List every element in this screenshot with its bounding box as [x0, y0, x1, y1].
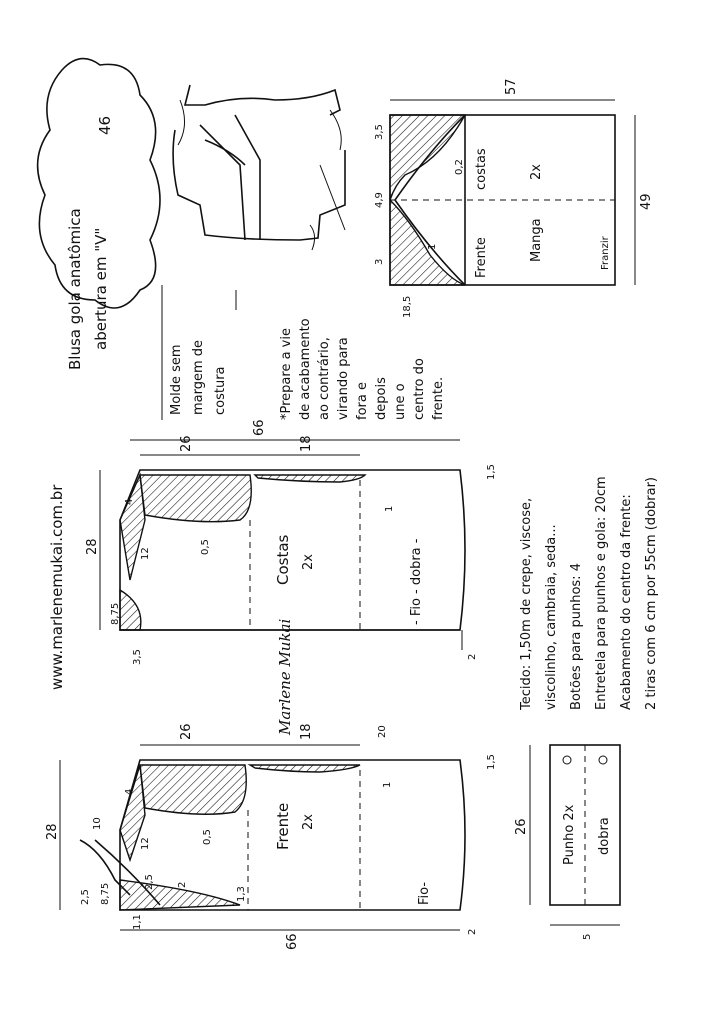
svg-text:66: 66 [252, 419, 267, 436]
svg-text:Frente: Frente [474, 237, 489, 278]
svg-text:2x: 2x [529, 164, 544, 180]
svg-text:Punho 2x: Punho 2x [562, 804, 577, 865]
svg-text:18,5: 18,5 [402, 295, 413, 318]
svg-text:2 tiras com 6 cm por 55cm (dob: 2 tiras com 6 cm por 55cm (dobrar) [644, 477, 659, 710]
fabric-notes [519, 476, 659, 711]
svg-text:1: 1 [427, 243, 438, 250]
svg-text:4: 4 [124, 498, 135, 505]
cuff-pattern [514, 745, 620, 940]
title-line2: abertura em "V" [92, 227, 110, 350]
svg-text:Fio-: Fio- [417, 881, 432, 905]
svg-text:centro do: centro do [412, 358, 427, 420]
svg-text:1,5: 1,5 [486, 754, 497, 770]
svg-text:ao contrário,: ao contrário, [317, 337, 332, 420]
svg-text:Frente: Frente [274, 802, 292, 850]
svg-text:28: 28 [45, 823, 60, 840]
svg-text:1,5: 1,5 [486, 464, 497, 480]
title-size: 46 [96, 115, 114, 135]
svg-text:viscolinho, cambraia, seda...: viscolinho, cambraia, seda... [544, 524, 559, 710]
svg-text:28: 28 [85, 538, 100, 555]
svg-text:4,9: 4,9 [374, 192, 385, 208]
svg-text:- Fio - dobra -: - Fio - dobra - [409, 538, 424, 625]
svg-text:49: 49 [639, 193, 654, 210]
svg-text:2,5: 2,5 [80, 889, 91, 905]
svg-text:3: 3 [374, 258, 385, 265]
svg-text:18: 18 [299, 435, 314, 452]
note-line2: margem de [191, 339, 206, 415]
title-line1: Blusa gola anatômica [66, 208, 84, 370]
svg-text:26: 26 [179, 723, 194, 740]
svg-text:depois: depois [374, 377, 389, 420]
svg-text:fora e: fora e [355, 382, 370, 420]
svg-text:*Prepare a vie: *Prepare a vie [279, 328, 294, 420]
svg-text:virando para: virando para [336, 337, 351, 420]
front-pattern [45, 723, 497, 950]
svg-text:2x: 2x [301, 554, 316, 570]
blouse-sketch [173, 85, 345, 250]
svg-text:0,5: 0,5 [200, 539, 211, 555]
svg-text:frente.: frente. [431, 376, 446, 420]
signature [276, 618, 294, 736]
svg-text:Botões para punhos: 4: Botões para punhos: 4 [569, 563, 584, 710]
svg-text:Marlene Mukai: Marlene Mukai [276, 618, 294, 735]
svg-text:4: 4 [124, 788, 135, 795]
svg-text:1,1: 1,1 [132, 914, 143, 930]
svg-text:5: 5 [582, 933, 593, 940]
svg-text:26: 26 [514, 818, 529, 835]
svg-text:2: 2 [177, 881, 188, 888]
svg-text:57: 57 [504, 78, 519, 95]
sleeve-pattern [374, 78, 654, 318]
svg-text:Costas: Costas [274, 534, 292, 585]
svg-text:1: 1 [382, 781, 393, 788]
svg-text:10: 10 [92, 817, 103, 830]
svg-text:www.marlenemukai.com.br: www.marlenemukai.com.br [48, 484, 66, 690]
svg-text:8,75: 8,75 [100, 882, 111, 905]
svg-text:Entretela para punhos e gola:: Entretela para punhos e gola: 20cm [594, 476, 609, 710]
svg-text:12: 12 [140, 547, 151, 560]
svg-text:2: 2 [467, 653, 478, 660]
svg-text:8,75: 8,75 [110, 602, 121, 625]
svg-text:3,5: 3,5 [374, 124, 385, 140]
svg-text:2,5: 2,5 [144, 874, 155, 890]
svg-text:1: 1 [384, 505, 395, 512]
note-line1: Molde sem [169, 344, 184, 415]
svg-text:2: 2 [467, 928, 478, 935]
svg-text:0,2: 0,2 [454, 159, 465, 175]
svg-text:une o: une o [393, 383, 408, 420]
svg-text:de acabamento: de acabamento [298, 318, 313, 420]
svg-text:dobra: dobra [597, 817, 612, 855]
svg-text:12: 12 [140, 837, 151, 850]
svg-text:Manga: Manga [529, 218, 544, 262]
website [48, 484, 66, 690]
svg-text:Acabamento do centro da frente: Acabamento do centro da frente: [619, 494, 634, 710]
title-cloud [38, 59, 160, 370]
svg-text:0,5: 0,5 [202, 829, 213, 845]
note-line3: costura [213, 366, 228, 415]
svg-text:costas: costas [474, 148, 489, 190]
svg-text:2x: 2x [301, 814, 316, 830]
svg-text:18: 18 [299, 723, 314, 740]
svg-text:26: 26 [179, 435, 194, 452]
note-no-seam-allowance [162, 285, 236, 420]
note-bias-facing [279, 318, 446, 420]
svg-text:Franzir: Franzir [600, 236, 611, 270]
svg-text:Tecido: 1,50m de crepe, viscos: Tecido: 1,50m de crepe, viscose, [519, 497, 534, 710]
svg-text:1,3: 1,3 [236, 886, 247, 902]
svg-text:66: 66 [285, 933, 300, 950]
svg-text:20: 20 [377, 725, 388, 738]
svg-text:3,5: 3,5 [132, 649, 143, 665]
